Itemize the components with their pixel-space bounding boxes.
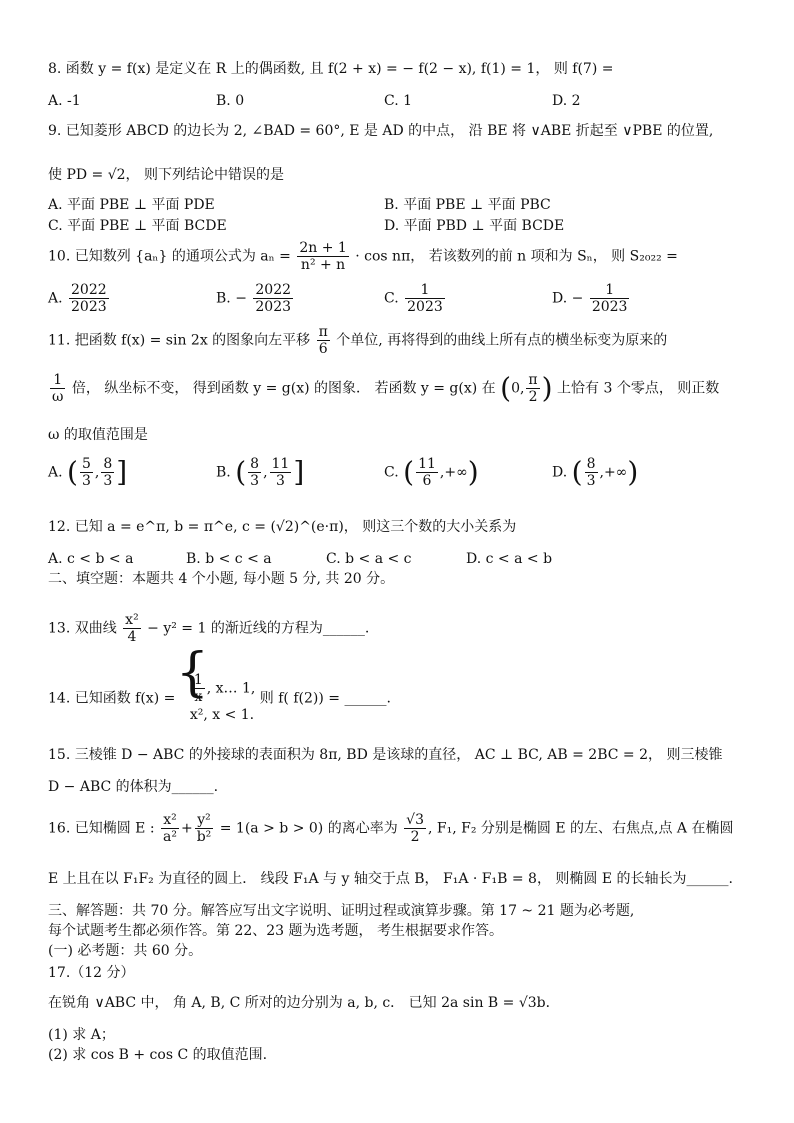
q14-piecewise	[180, 672, 256, 725]
q11-option-d-frac-a	[585, 456, 598, 489]
q16-frac2	[195, 812, 214, 845]
q17-sub1: (1) 求 A；	[48, 1027, 115, 1043]
q11-line3: ω 的取值范围是	[48, 427, 148, 443]
q16-suffix: , F₁, F₂ 分别是椭圆 E 的左、右焦点,点 A 在椭圆	[427, 820, 734, 837]
q11-stem	[48, 324, 667, 357]
q11-option-d-label: D.	[552, 464, 568, 481]
q8-option-c: C. 1	[384, 93, 413, 109]
q10-option-b-label: B.	[216, 290, 231, 307]
q9-option-c: C. 平面 PBE ⊥ 平面 BCDE	[48, 218, 227, 234]
q11-frac1	[317, 324, 330, 357]
q11-prefix: 11. 把函数 f(x) = sin 2x 的图象向左平移	[48, 332, 311, 349]
q10-option-c-num: 1	[405, 282, 445, 299]
q14-case1-den: x	[194, 689, 203, 705]
q10-option-c-frac	[405, 282, 445, 315]
q11-frac1-num: π	[318, 324, 328, 340]
q9-option-a: A. 平面 PBE ⊥ 平面 PDE	[48, 197, 215, 213]
q13-stem	[48, 612, 369, 645]
q11-option-b-close: ]	[293, 455, 305, 489]
q10-option-b-sign: −	[235, 290, 247, 307]
q11-option-a: A. ( $\frac{5}{3}$ , $\frac{8}{3}$ ]	[48, 455, 128, 489]
q13-suffix: − y² = 1 的渐近线的方程为______.	[147, 620, 370, 637]
q16-frac2-num: y²	[195, 812, 214, 829]
q11-option-c: C. ( $\frac{11}{6}$ ,+∞)	[384, 455, 479, 489]
q14-suffix: 则 f( f(2)) = ______.	[259, 690, 391, 707]
q9-stem: 9. 已知菱形 ABCD 的边长为 2, ∠BAD = 60°, E 是 AD 的中点， 沿 BE 将 ∨ABE 折起至 ∨PBE 的位置,	[48, 123, 714, 139]
q10-prefix: 10. 已知数列 {aₙ} 的通项公式为 aₙ =	[48, 248, 291, 265]
q10-option-d-num: 1	[590, 282, 630, 299]
q11-option-d-open: (	[571, 455, 583, 489]
q11-option-d-b-text: +∞	[603, 464, 628, 481]
q14-case1	[190, 672, 256, 705]
q13-frac-num: x²	[125, 612, 139, 628]
q11-option-c-frac-a	[416, 456, 438, 489]
q8-option-a: A. -1	[48, 93, 81, 109]
q17-title: 17.（12 分）	[48, 965, 135, 981]
q10-option-b-num: 2022	[255, 282, 292, 298]
q10-option-a-label: A.	[48, 290, 63, 307]
q10-option-d-sign: −	[571, 290, 584, 307]
q11-line2-end: 上恰有 3 个零点， 则正数	[557, 380, 720, 397]
q16-frac3-num: √3	[406, 812, 424, 828]
q10-option-b-den: 2023	[255, 299, 292, 315]
q11-option-b: B. ( $\frac{8}{3}$ , $\frac{11}{3}$ ]	[216, 455, 305, 489]
q11-option-a-b-den: 3	[103, 473, 113, 489]
q13-frac-den: 4	[127, 629, 137, 645]
q12-stem: 12. 已知 a = e^π, b = π^e, c = (√2)^(e·π)， 则这三个数的大小关系为	[48, 519, 517, 535]
q9-option-d: D. 平面 PBD ⊥ 平面 BCDE	[384, 218, 565, 234]
q10-option-b	[216, 282, 295, 315]
q11-option-b-a-den: 3	[250, 473, 260, 489]
q11-option-b-open: (	[235, 455, 247, 489]
q14-stem	[48, 672, 391, 725]
q14-prefix: 14. 已知函数 f(x) =	[48, 690, 176, 707]
q10-fraction	[297, 240, 348, 273]
q10-option-d	[552, 282, 631, 315]
q11-option-a-a-num: 5	[81, 456, 91, 472]
q11-option-a-open: (	[67, 455, 78, 489]
q8-option-d: D. 2	[552, 93, 581, 109]
q17-line1: 在锐角 ∨ABC 中， 角 A, B, C 所对的边分别为 a, b, c． 已知 2a sin B = √3b．	[48, 995, 560, 1011]
q11-line2	[48, 372, 719, 405]
q9-stem-2: 使 PD = √2， 则下列结论中错误的是	[48, 167, 285, 183]
q10-stem	[48, 240, 678, 273]
q10-frac-num: 2n + 1	[299, 240, 347, 256]
q11-line2-text: 倍， 纵坐标不变， 得到函数 y = g(x) 的图象． 若函数 y = g(x) 在	[71, 380, 496, 397]
q11-frac3-num: π	[528, 372, 538, 388]
q11-option-b-label: B.	[216, 464, 231, 481]
q11-option-d-a-den: 3	[586, 473, 596, 489]
q17-sub2: (2) 求 cos B + cos C 的取值范围.	[48, 1047, 268, 1063]
q11-option-c-close: )	[467, 455, 479, 489]
q14-case1-frac	[192, 672, 205, 705]
q11-option-a-label: A.	[48, 464, 63, 481]
q11-option-a-frac-a	[80, 456, 93, 489]
q11-option-c-a-num: 11	[418, 456, 436, 472]
q10-option-d-label: D.	[552, 290, 568, 307]
q13-prefix: 13. 双曲线	[48, 620, 117, 637]
section-3-heading-line3: (一) 必考题：共 60 分。	[48, 943, 203, 959]
q11-option-d-a-num: 8	[586, 456, 596, 472]
q11-option-a-close: ]	[116, 455, 128, 489]
q10-frac-den: n² + n	[300, 257, 346, 273]
q11-interval-open: (	[500, 371, 512, 405]
q10-option-a-den: 2023	[71, 299, 107, 315]
section-2-heading: 二、填空题：本题共 4 个小题, 每小题 5 分, 共 20 分。	[48, 571, 395, 587]
q14-case1-num: { 1	[193, 672, 203, 688]
q16-frac1	[161, 812, 179, 845]
q11-option-c-label: C.	[384, 464, 399, 481]
q10-option-a-num: 2022	[71, 282, 107, 298]
q11-option-b-frac-b	[270, 456, 292, 489]
q14-case2: x², x < 1.	[189, 707, 255, 723]
q11-option-b-b-num: 11	[271, 456, 290, 472]
q16-plus: +	[180, 820, 193, 837]
q10-option-d-frac	[590, 282, 630, 315]
q16-mid: = 1(a > b > 0) 的离心率为	[219, 820, 398, 837]
q16-frac1-num: x²	[161, 812, 179, 829]
q11-option-d: D. ( $\frac{8}{3}$ ,+∞)	[552, 455, 639, 489]
section-3-heading-line2: 每个试题考生都必须作答。第 22、23 题为选考题， 考生根据要求作答。	[48, 923, 503, 939]
q12-option-a: A. c < b < a	[48, 551, 134, 567]
q11-option-a-a-den: 3	[81, 473, 91, 489]
q11-frac1-den: 6	[318, 341, 328, 357]
q16-line2: E 上且在以 F₁F₂ 为直径的圆上． 线段 F₁A 与 y 轴交于点 B， F₁A · F₁B = 8， 则椭圆 E 的长轴长为______.	[48, 871, 733, 887]
q10-option-c-den: 2023	[407, 299, 443, 315]
q11-option-a-frac-b	[101, 456, 114, 489]
q11-option-d-close: )	[627, 455, 639, 489]
q10-option-d-den: 2023	[591, 299, 628, 315]
q13-frac	[123, 612, 141, 645]
q10-option-b-frac	[253, 282, 293, 315]
q10-suffix: · cos nπ， 若该数列的前 n 项和为 Sₙ， 则 S₂₀₂₂ =	[355, 248, 678, 265]
q11-option-b-a-num: 8	[250, 456, 260, 472]
q10-option-a	[48, 282, 111, 315]
q11-frac2-den: ω	[52, 389, 64, 405]
q16-frac2-den: b²	[196, 829, 212, 845]
q9-option-b: B. 平面 PBE ⊥ 平面 PBC	[384, 197, 551, 213]
q11-interval-left: 0,	[511, 380, 525, 397]
q16-frac1-den: a²	[163, 829, 177, 845]
q8-option-b: B. 0	[216, 93, 245, 109]
q11-option-b-frac-a	[248, 456, 261, 489]
q11-option-b-b-den: 3	[275, 473, 285, 489]
q16-line1	[48, 812, 733, 845]
q11-option-c-open: (	[403, 455, 415, 489]
q11-frac2	[50, 372, 65, 405]
q11-option-c-a-den: 6	[422, 473, 432, 489]
q12-option-b: B. b < c < a	[186, 551, 272, 567]
q11-interval-close: )	[541, 371, 553, 405]
section-3-heading-line1: 三、解答题：共 70 分。解答应写出文字说明、证明过程或演算步骤。第 17 ~ 21 题为必考题,	[48, 903, 635, 919]
q11-option-a-b-num: 8	[103, 456, 113, 472]
q11-frac2-num: 1	[50, 372, 65, 389]
q11-frac3	[526, 372, 539, 405]
q15-line2: D − ABC 的体积为______.	[48, 779, 219, 795]
q11-frac3-den: 2	[528, 389, 538, 405]
q11-suffix1: 个单位, 再将得到的曲线上所有点的横坐标变为原来的	[336, 332, 668, 349]
q16-frac3	[404, 812, 426, 845]
q14-case1-cond: , x… 1,	[206, 680, 256, 697]
q15-line1: 15. 三棱锥 D − ABC 的外接球的表面积为 8π, BD 是该球的直径， AC ⊥ BC, AB = 2BC = 2， 则三棱锥	[48, 747, 723, 763]
q16-prefix: 16. 已知椭圆 E :	[48, 820, 155, 837]
q10-option-c	[384, 282, 447, 315]
q8-stem: 8. 函数 y = f(x) 是定义在 R 上的偶函数, 且 f(2 + x) = − f(2 − x), f(1) = 1， 则 f(7) =	[48, 61, 614, 77]
q12-option-d: D. c < a < b	[466, 551, 553, 567]
q12-option-c: C. b < a < c	[326, 551, 412, 567]
q10-option-c-label: C.	[384, 290, 399, 307]
q16-frac3-den: 2	[410, 829, 420, 845]
q11-option-c-b-text: +∞	[444, 464, 468, 481]
q10-option-a-frac	[69, 282, 109, 315]
